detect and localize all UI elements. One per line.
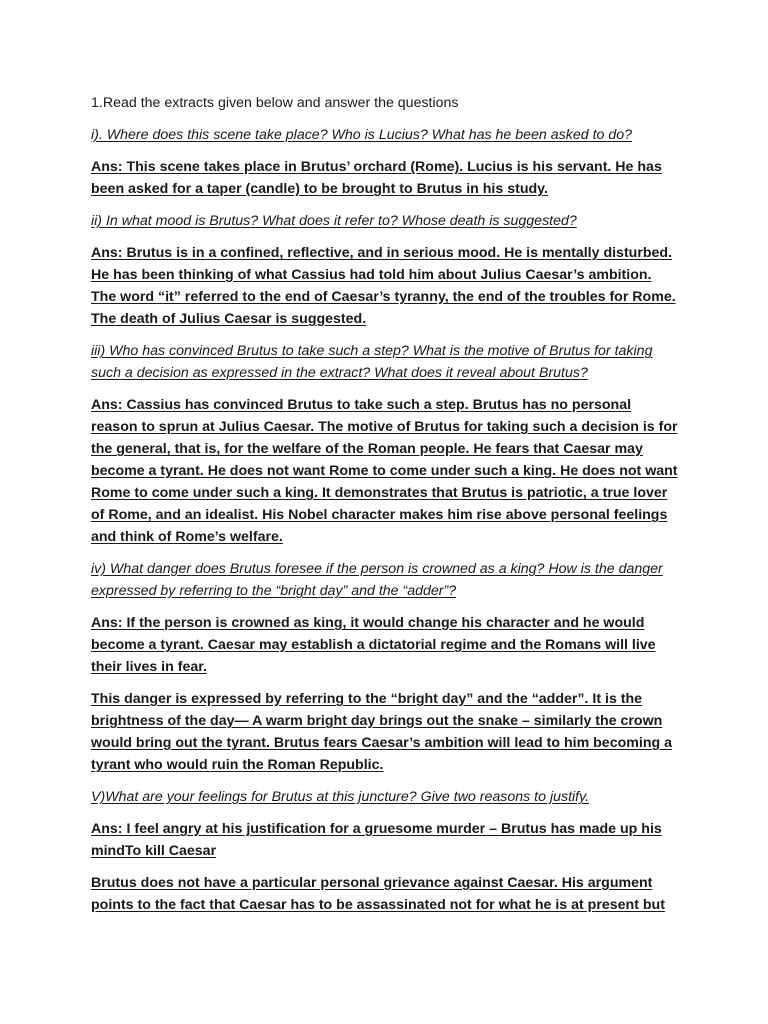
question-1: i). Where does this scene take place? Who is Lucius? What has he been asked to do? [91, 127, 633, 143]
question-3: iii) Who has convinced Brutus to take such a step? What is the motive of Brutus for taking such a decision as expressed in the extract? What does it reveal about Brutus? [91, 343, 653, 381]
answer-1: Ans: This scene takes place in Brutus’ orchard (Rome). Lucius is his servant. He has been asked for a taper (candle) to be brought to Brutus in his study. [91, 159, 662, 197]
question-5: V)What are your feelings for Brutus at this juncture? Give two reasons to justify. [91, 789, 590, 805]
answer-3: Ans: Cassius has convinced Brutus to take such a step. Brutus has no personal reason to sprun at Julius Caesar. The motive of Brutus for taking such a decision is for the general, that is, for the welfare of the Roman people. He fears that Caesar may become a tyrant. He does not want Rome to come under such a king. He does not want Rome to come under such a king. It demonstrates that Brutus is patriotic, a true lover of Rome, and an idealist. His Nobel character makes him rise above personal feelings and think of Rome’s welfare. [91, 397, 678, 545]
answer-5a: Ans: I feel angry at his justification for a gruesome murder – Brutus has made up his mindTo kill Caesar [91, 821, 662, 859]
answer-2: Ans: Brutus is in a confined, reflective, and in serious mood. He is mentally disturbed. He has been thinking of what Cassius had told him about Julius Caesar’s ambition. The word “it” referred to the end of Caesar’s tyranny, the end of the troubles for Rome. The death of Julius Caesar is suggested. [91, 245, 676, 327]
document-heading: 1.Read the extracts given below and answer the questions [91, 95, 459, 111]
answer-4b: This danger is expressed by referring to the “bright day” and the “adder”. It is the brightness of the day— A warm bright day brings out the snake – similarly the crown would bring out the tyrant. Brutus fears Caesar’s ambition will lead to him becoming a tyrant who would ruin the Roman Republic. [91, 691, 672, 773]
question-4: iv) What danger does Brutus foresee if the person is crowned as a king? How is the danger expressed by referring to the “bright day” and the “adder”? [91, 561, 663, 599]
answer-4a: Ans: If the person is crowned as king, it would change his character and he would become a tyrant. Caesar may establish a dictatorial regime and the Romans will live their lives in fear. [91, 615, 656, 675]
question-2: ii) In what mood is Brutus? What does it refer to? Whose death is suggested? [91, 213, 577, 229]
answer-5b: Brutus does not have a particular personal grievance against Caesar. His argument points to the fact that Caesar has to be assassinated not for what he is at present but [91, 875, 665, 913]
